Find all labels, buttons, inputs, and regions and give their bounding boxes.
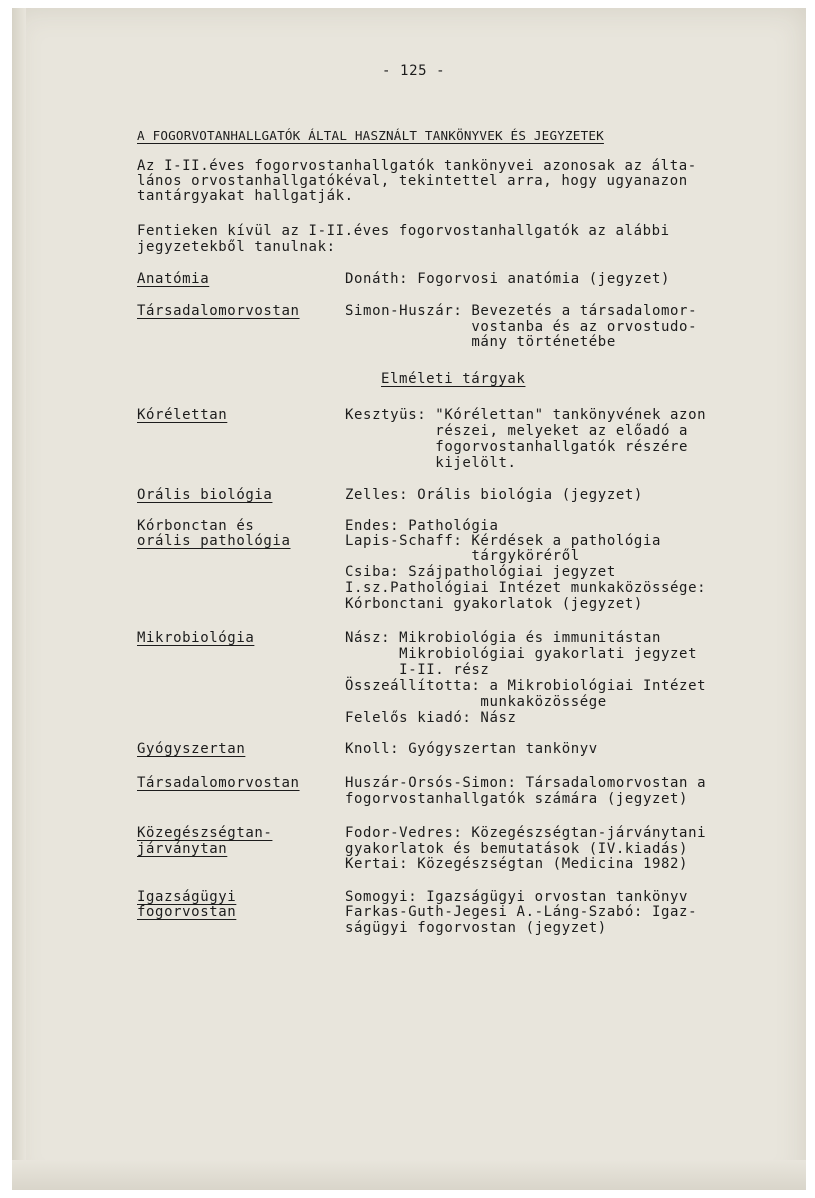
subject-text: Donáth: Fogorvosi anatómia (jegyzet) <box>345 271 671 287</box>
page-bottom-shadow <box>12 1160 806 1190</box>
subject-label: Kórbonctan és <box>137 518 255 534</box>
subject-text: Felelős kiadó: Nász <box>345 710 517 726</box>
subject-text: Knoll: Gyógyszertan tankönyv <box>345 741 598 757</box>
subject-label: Társadalomorvostan <box>137 775 300 791</box>
subject-text: mány történetébe <box>345 334 616 350</box>
subject-text: részei, melyeket az előadó a <box>345 423 689 439</box>
subject-text: Huszár-Orsós-Simon: Társadalomorvostan a <box>345 775 707 791</box>
subject-text: Kertai: Közegészségtan (Medicina 1982) <box>345 856 689 872</box>
subject-text: gyakorlatok és bemutatások (IV.kiadás) <box>345 841 689 857</box>
page-number: - 125 - <box>382 63 446 79</box>
subject-text: I-II. rész <box>345 662 490 678</box>
subject-label: Igazságügyi <box>137 889 237 905</box>
subject-label: Közegészségtan- <box>137 825 273 841</box>
subject-label: Orális biológia <box>137 487 273 503</box>
subject-text: vostanba és az orvostudo- <box>345 319 698 335</box>
paragraph-line: jegyzetekből tanulnak: <box>137 239 336 255</box>
subject-label: Gyógyszertan <box>137 741 246 757</box>
paragraph-line: lános orvostanhallgatókéval, tekintettel arra, hogy ugyanazon <box>137 173 688 189</box>
section-heading: Elméleti tárgyak <box>381 371 526 387</box>
subject-label: járványtan <box>137 841 228 857</box>
paragraph-line: Az I-II.éves fogorvostanhallgatók tankönyvei azonosak az álta- <box>137 158 697 174</box>
subject-text: Simon-Huszár: Bevezetés a társadalomor- <box>345 303 698 319</box>
subject-text: Farkas-Guth-Jegesi A.-Láng-Szabó: Igaz- <box>345 904 698 920</box>
subject-label: Kórélettan <box>137 407 228 423</box>
subject-text: Kesztyüs: "Kórélettan" tankönyvének azon <box>345 407 707 423</box>
subject-text: Somogyi: Igazságügyi orvostan tankönyv <box>345 889 689 905</box>
subject-text: fogorvostanhallgatók számára (jegyzet) <box>345 791 689 807</box>
subject-label: Anatómia <box>137 271 210 287</box>
subject-text: Kórbonctani gyakorlatok (jegyzet) <box>345 596 643 612</box>
subject-text: Nász: Mikrobiológia és immunitástan <box>345 630 662 646</box>
subject-text: munkaközössége <box>345 694 607 710</box>
subject-text: fogorvostanhallgatók részére <box>345 439 689 455</box>
page-heading: A FOGORVOTANHALLGATÓK ÁLTAL HASZNÁLT TANKÖNYVEK ÉS JEGYZETEK <box>137 128 604 143</box>
paragraph-line: Fentieken kívül az I-II.éves fogorvostanhallgatók az alábbi <box>137 223 670 239</box>
subject-label: fogorvostan <box>137 904 237 920</box>
subject-label: orális pathológia <box>137 533 291 549</box>
subject-text: ságügyi fogorvostan (jegyzet) <box>345 920 607 936</box>
subject-text: Zelles: Orális biológia (jegyzet) <box>345 487 643 503</box>
subject-text: Mikrobiológiai gyakorlati jegyzet <box>345 646 698 662</box>
subject-text: Endes: Pathológia <box>345 518 499 534</box>
subject-text: kijelölt. <box>345 455 517 471</box>
subject-text: Fodor-Vedres: Közegészségtan-járványtani <box>345 825 707 841</box>
paragraph-line: tantárgyakat hallgatják. <box>137 188 354 204</box>
page-edge-shadow <box>12 8 26 1190</box>
subject-text: I.sz.Pathológiai Intézet munkaközössége: <box>345 580 707 596</box>
subject-text: Lapis-Schaff: Kérdések a pathológia <box>345 533 662 549</box>
subject-label: Mikrobiológia <box>137 630 255 646</box>
subject-text: tárgyköréről <box>345 548 580 564</box>
subject-label: Társadalomorvostan <box>137 303 300 319</box>
subject-text: Csiba: Szájpathológiai jegyzet <box>345 564 616 580</box>
subject-text: Összeállította: a Mikrobiológiai Intézet <box>345 678 707 694</box>
